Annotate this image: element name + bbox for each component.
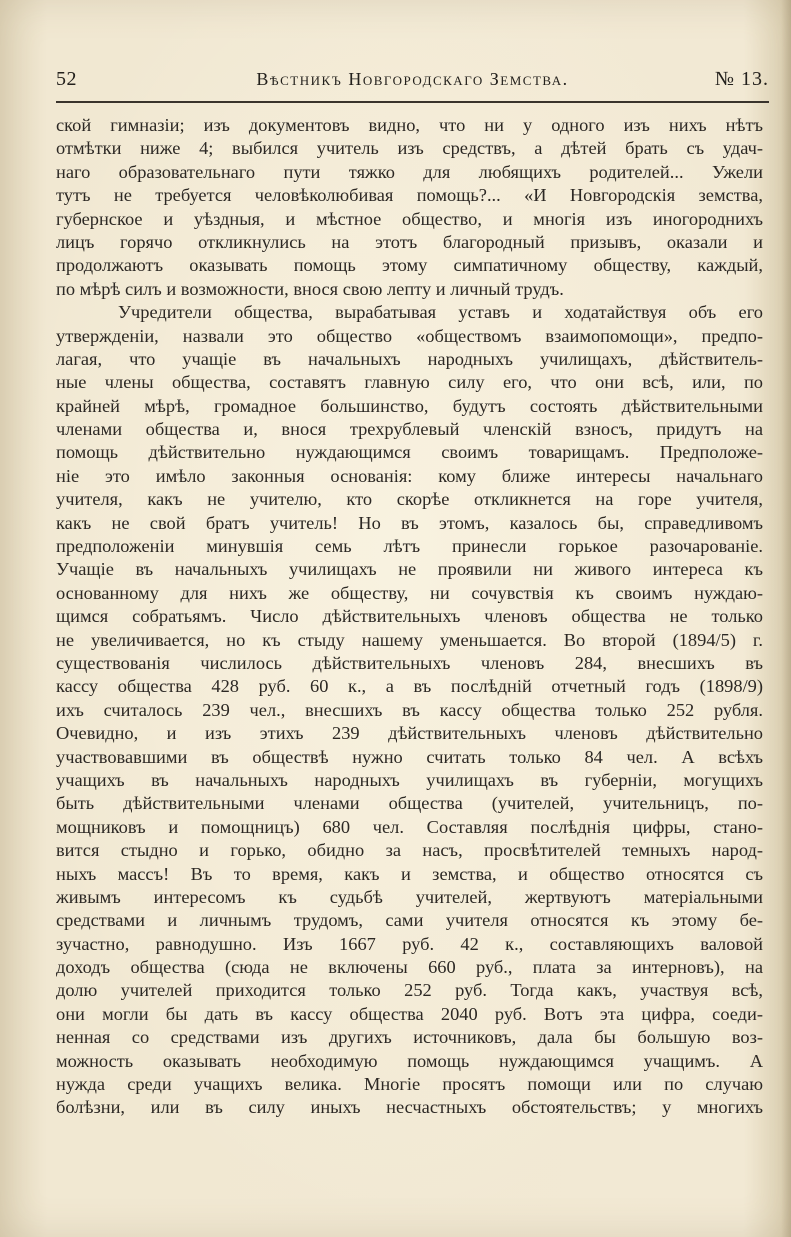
text-line: крайней мѣрѣ, громадное большинство, будутъ состоять дѣйствительными [56,395,763,416]
text-line: учащихъ въ начальныхъ народныхъ училищахъ въ губерніи, могущихъ [56,769,763,790]
text-line: членами общества и, внося трехрублевый членскій взносъ, придутъ на [56,419,763,440]
text-line: не увеличивается, но къ стыду нашему уменьшается. Во второй (1894/5) г. [56,629,763,650]
text-line: средствами и личнымъ трудомъ, сами учителя относятся къ этому бе- [56,910,763,931]
text-line: живымъ интересомъ къ судьбѣ учителей, жертвуютъ матеріальными [56,886,763,907]
text-line: кассу общества 428 руб. 60 к., а въ послѣдній отчетный годъ (1898/9) [56,676,763,697]
running-title: Вѣстникъ Новгородскаго Земства. [256,68,569,89]
text-line: отмѣтки ниже 4; выбился учитель изъ средствъ, а дѣтей брать съ удач- [56,138,763,159]
text-line: Учредители общества, вырабатывая уставъ и ходатайствуя объ его [118,302,763,323]
text-line: ненная со средствами изъ другихъ источниковъ, дала бы большую воз- [56,1027,763,1048]
text-line: можность оказывать необходимую помощь нуждающимся учащимъ. А [56,1050,763,1071]
text-line: учителя, какъ не учителю, кто скорѣе откликнется на горе учителя, [56,489,763,510]
text-line: помощь дѣйствительно нуждающимся своимъ товарищамъ. Предположе- [56,442,763,463]
text-line: лагая, что учащіе въ начальныхъ народныхъ училищахъ, дѣйствитель- [56,348,763,369]
issue-number: № 13. [714,67,769,90]
text-line: доходъ общества (сюда не включены 660 руб., плата за интерновъ), на [56,957,763,978]
text-line: вится стыдно и горько, обидно за насъ, просвѣтителей темныхъ народ- [56,840,763,861]
text-line: ской гимназіи; изъ документовъ видно, что ни у одного изъ нихъ нѣтъ [56,115,763,135]
text-line: по мѣрѣ силъ и возможности, внося свою лепту и личный трудъ. [56,278,564,299]
header-rule [56,101,769,103]
body-text [56,114,763,1120]
text-line: наго образовательнаго пути тяжко для любящихъ родителей... Ужели [56,161,763,182]
text-line: ніе это имѣло законныя основанія: кому ближе интересы начальнаго [56,465,763,486]
page-header [56,66,769,92]
text-line: лицъ горячо откликнулись на этотъ благородный призывъ, оказали и [56,231,763,252]
text-line: предположеніи минувшія семь лѣтъ принесли горькое разочарованіе. [56,536,763,557]
text-line: ныхъ массъ! Въ то время, какъ и земства, и общество относятся съ [56,863,763,884]
text-line: мощниковъ и помощницъ) 680 чел. Составляя послѣднія цифры, стано- [56,816,763,837]
page-edge-shadow [781,0,791,1237]
text-line: щимся собратьямъ. Число дѣйствительныхъ членовъ общества не только [56,606,763,627]
text-line: быть дѣйствительными членами общества (учителей, учительницъ, по- [56,793,763,814]
text-line: зучастно, равнодушно. Изъ 1667 руб. 42 к., составляющихъ валовой [56,933,763,954]
text-line: продолжаютъ оказывать помощь этому симпатичному обществу, каждый, [56,255,763,276]
text-line: долю учителей приходится только 252 руб. Тогда какъ, участвуя всѣ, [56,980,763,1001]
text-line: существованія числилось дѣйствительныхъ членовъ 284, внесшихъ въ [56,652,763,673]
text-line: ихъ считалось 239 чел., внесшихъ въ кассу общества только 252 рубля. [56,699,763,720]
text-line: нужда среди учащихъ велика. Многіе просятъ помощи или по случаю [56,1074,763,1095]
text-line: болѣзни, или въ силу иныхъ несчастныхъ обстоятельствъ; у многихъ [56,1097,763,1118]
text-line: утвержденіи, назвали это общество «обществомъ взаимопомощи», предпо- [56,325,763,346]
text-line: Учащіе въ начальныхъ училищахъ не проявили ни живого интереса къ [56,559,763,580]
text-line: основанному для нихъ же обществу, ни сочувствія къ своимъ нуждаю- [56,582,763,603]
page-number: 52 [56,67,77,90]
text-line: ные члены общества, составятъ главную силу его, что они всѣ, или, по [56,372,763,393]
text-line: какъ не свой братъ учитель! Но въ этомъ, казалось бы, справедливомъ [56,512,763,533]
text-line: губернское и уѣздныя, и мѣстное общество, и многія изъ иногороднихъ [56,208,763,229]
text-line: участвовавшими въ обществѣ нужно считать только 84 чел. А всѣхъ [56,746,763,767]
text-line: тутъ не требуется человѣколюбивая помощь?... «И Новгородскія земства, [56,185,763,206]
text-line: они могли бы дать въ кассу общества 2040 руб. Вотъ эта цифра, соеди- [56,1003,763,1024]
text-line: Очевидно, и изъ этихъ 239 дѣйствительныхъ членовъ дѣйствительно [56,723,763,744]
